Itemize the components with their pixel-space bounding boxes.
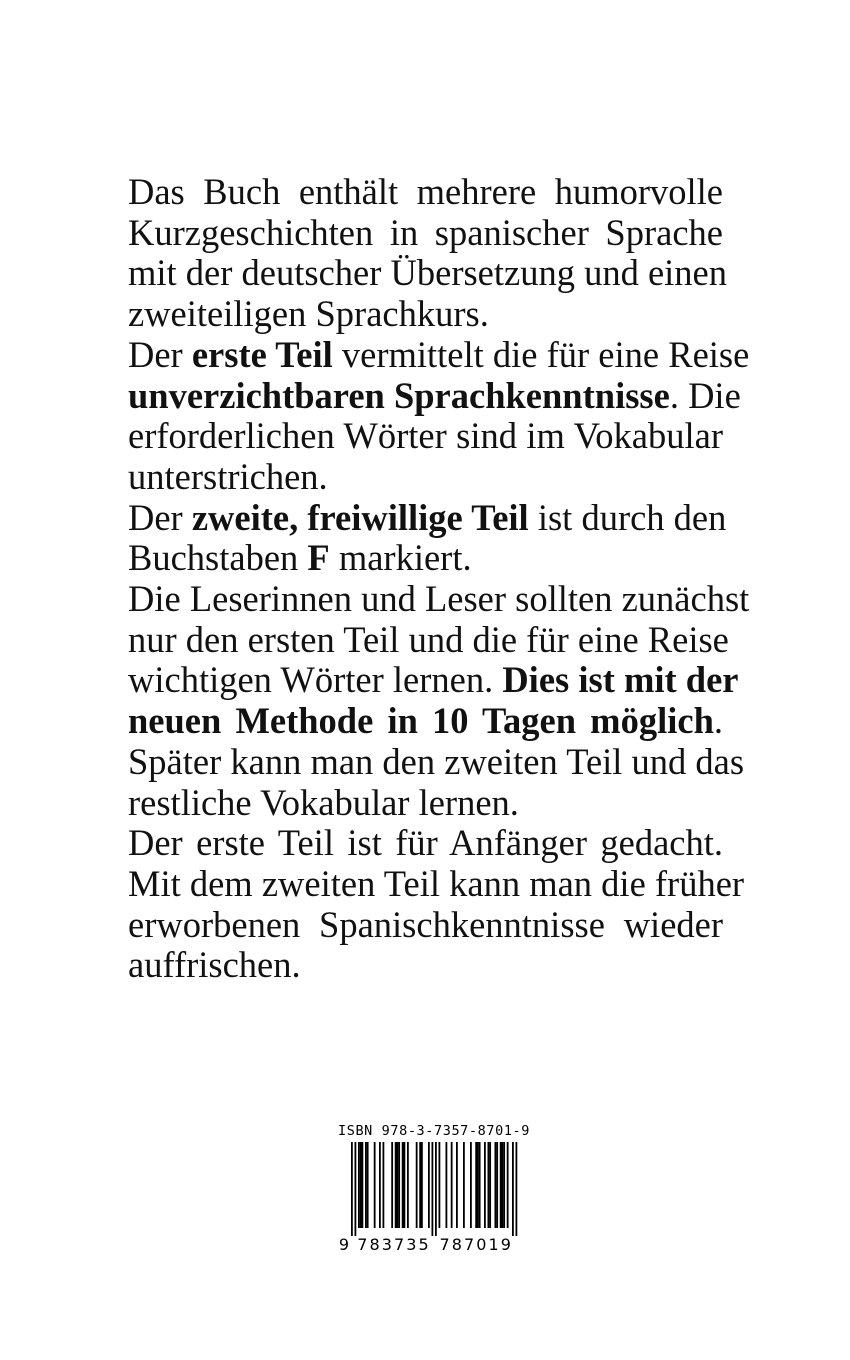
barcode-bar — [479, 1142, 481, 1228]
text-line — [128, 578, 750, 620]
text-line — [128, 783, 723, 824]
text-segment: Der erste Teil ist für Anfänger gedacht. — [128, 822, 723, 864]
barcode-guard-bar — [355, 1142, 357, 1236]
barcode-bar — [404, 1142, 406, 1228]
barcode-bar — [503, 1142, 505, 1228]
text-segment: erworbenen Spanischkenntnisse wieder — [128, 903, 723, 945]
text-line — [128, 659, 739, 701]
barcode-graphic — [338, 1142, 518, 1262]
text-segment: . — [713, 700, 723, 742]
text-segment: Der — [128, 496, 192, 538]
text-line — [128, 538, 723, 579]
barcode-bar — [367, 1142, 369, 1228]
text-segment: unterstrichen. — [128, 455, 328, 497]
text-segment: Buchstaben — [128, 537, 308, 579]
barcode-digit: 9 — [500, 1235, 511, 1254]
text-segment: Das Buch enthält mehrere humorvolle — [128, 171, 723, 212]
text-line — [128, 740, 745, 783]
barcode-guard-bar — [512, 1142, 514, 1236]
text-line — [128, 823, 723, 864]
text-segment: Kurzgeschichten in spanischer Sprache — [128, 211, 723, 253]
barcode-digit: 3 — [406, 1235, 417, 1254]
barcode-bar — [391, 1142, 393, 1228]
back-cover-text — [128, 171, 750, 986]
barcode-bar — [398, 1142, 400, 1228]
text-segment: wichtigen Wörter lernen. — [128, 659, 503, 701]
text-line — [128, 252, 728, 294]
text-segment: zweiteiligen Sprachkurs. — [128, 293, 489, 335]
barcode-bar — [358, 1142, 360, 1228]
barcode-bar — [484, 1142, 486, 1228]
bold-text: unverzichtbaren Sprachkenntnisse — [128, 374, 670, 416]
text-segment: markiert. — [329, 537, 472, 579]
text-line — [128, 701, 723, 742]
paragraph — [128, 578, 750, 823]
text-line — [128, 457, 723, 498]
barcode-bar — [475, 1142, 477, 1228]
barcode-bar — [495, 1142, 497, 1228]
text-segment: erforderlichen Wörter sind im Vokabular — [128, 415, 723, 457]
barcode-bar — [397, 1142, 399, 1228]
barcode-bar — [379, 1142, 381, 1228]
paragraph — [128, 496, 727, 579]
barcode-bar — [402, 1142, 404, 1228]
barcode-bar — [470, 1142, 472, 1228]
barcode-bar — [360, 1142, 362, 1228]
barcode-digit: 9 — [338, 1235, 350, 1254]
text-segment: Die Leserinnen und Leser sollten zunächst — [128, 578, 750, 620]
text-segment: nur den ersten Teil und die für eine Reise — [128, 618, 729, 660]
text-line — [128, 374, 741, 417]
barcode-guard-bar — [351, 1142, 353, 1236]
text-segment: restliche Vokabular lernen. — [128, 781, 519, 823]
paragraph — [128, 171, 728, 335]
barcode-bar — [374, 1142, 376, 1228]
text-line — [128, 945, 723, 986]
barcode-bar — [477, 1142, 479, 1228]
text-segment: Der — [128, 333, 192, 375]
barcode-bar — [488, 1142, 490, 1228]
text-line — [128, 416, 723, 457]
barcode-bar — [463, 1142, 465, 1228]
text-segment: ist durch den — [528, 496, 727, 538]
barcode-bar — [362, 1142, 364, 1228]
text-segment: mit der deutscher Übersetzung und einen — [128, 252, 728, 294]
barcode-bar — [421, 1142, 423, 1228]
text-line — [128, 213, 723, 254]
barcode-bar — [456, 1142, 458, 1228]
text-segment: auffrischen. — [128, 944, 301, 986]
barcode-bar — [500, 1142, 502, 1228]
barcode-bar — [451, 1142, 453, 1228]
text-line — [128, 618, 729, 661]
barcode-digit: 0 — [476, 1235, 487, 1254]
text-segment: vermittelt die für eine Reise — [332, 333, 750, 375]
bold-text: F — [307, 537, 330, 579]
barcode-bar — [407, 1142, 409, 1228]
text-line — [128, 905, 723, 946]
barcode-digit: 8 — [451, 1235, 462, 1254]
isbn-barcode — [338, 1123, 531, 1262]
barcode-bar — [439, 1142, 441, 1228]
barcode-guard-bar — [432, 1142, 434, 1236]
barcode-bar — [496, 1142, 498, 1228]
barcode-digit: 3 — [381, 1235, 392, 1254]
text-line — [128, 862, 745, 905]
text-line — [128, 333, 750, 376]
barcode-digit: 7 — [394, 1235, 405, 1254]
text-segment: Mit dem zweiten Teil kann man die früher — [128, 862, 745, 904]
barcode-digit: 7 — [357, 1235, 368, 1254]
bold-text: erste Teil — [191, 333, 333, 375]
bold-text: Dies ist mit der — [502, 659, 739, 701]
barcode-bar — [383, 1142, 385, 1228]
isbn-label: ISBN 978-3-7357-8701-9 — [338, 1123, 531, 1139]
barcode-bar — [446, 1142, 448, 1228]
barcode-bar — [489, 1142, 491, 1228]
barcode-digit: 8 — [369, 1235, 380, 1254]
bold-text: neuen Methode in 10 Tagen möglich — [128, 700, 714, 742]
text-line — [128, 294, 723, 335]
text-segment: Später kann man den zweiten Teil und das — [128, 740, 745, 782]
barcode-bar — [502, 1142, 504, 1228]
barcode-bar — [365, 1142, 367, 1228]
text-segment: . Die — [669, 374, 741, 416]
text-line — [128, 496, 727, 539]
barcode-guard-bar — [435, 1142, 437, 1236]
text-line — [128, 172, 723, 213]
barcode-bar — [416, 1142, 418, 1228]
bold-text: zweite, freiwillige Teil — [191, 496, 529, 538]
barcode-digit: 1 — [488, 1235, 499, 1254]
barcode-digit: 7 — [464, 1235, 475, 1254]
barcode-bar — [507, 1142, 509, 1228]
barcode-bar — [419, 1142, 421, 1228]
barcode-digit: 7 — [439, 1235, 450, 1254]
paragraph — [128, 333, 750, 498]
barcode-bar — [395, 1142, 397, 1228]
barcode-bar — [428, 1142, 430, 1228]
paragraph — [128, 822, 745, 986]
barcode-guard-bar — [516, 1142, 518, 1236]
barcode-digit: 5 — [418, 1235, 429, 1254]
